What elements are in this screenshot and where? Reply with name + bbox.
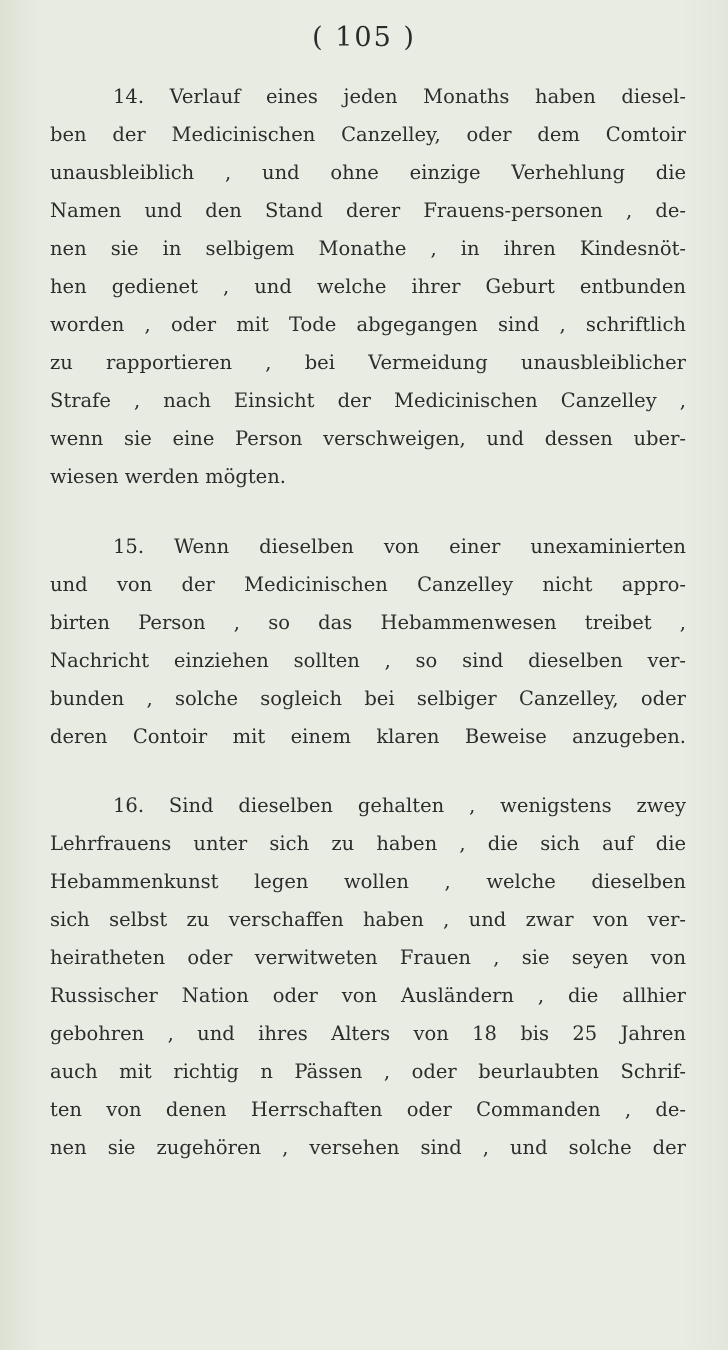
paragraph-16-line: ten von denen Herrschaften oder Commanden , de- (50, 1098, 686, 1121)
paragraph-14-line: hen gedienet , und welche ihrer Geburt entbunden (50, 275, 686, 298)
paragraph-16-line: Hebammenkunst legen wollen , welche dieselben (50, 870, 686, 893)
paragraph-15-line: und von der Medicinischen Canzelley nicht appro- (50, 573, 686, 596)
paragraph-16-line: Lehrfrauens unter sich zu haben , die sich auf die (50, 832, 686, 855)
paragraph-16-line: gebohren , und ihres Alters von 18 bis 25 Jahren (50, 1022, 686, 1045)
paragraph-15-line: deren Contoir mit einem klaren Beweise anzugeben. (50, 725, 686, 748)
paragraph-14-line: ben der Medicinischen Canzelley, oder dem Comtoir (50, 123, 686, 146)
paragraph-14-line: wenn sie eine Person verschweigen, und dessen uber- (50, 427, 686, 450)
paragraph-15-line: Nachricht einziehen sollten , so sind dieselben ver- (50, 649, 686, 672)
paragraph-16-line: auch mit richtig n Pässen , oder beurlaubten Schrif- (50, 1060, 686, 1083)
paragraph-14-line: wiesen werden mögten. (50, 465, 286, 488)
paragraph-16-line: 16. Sind dieselben gehalten , wenigstens zwey (113, 794, 686, 817)
line-text: 14. Verlauf eines jeden Monaths haben diesel- (113, 85, 686, 108)
paragraph-15-line: 15. Wenn dieselben von einer unexaminierten (113, 535, 686, 558)
paragraph-14-line: zu rapportieren , bei Vermeidung unausbleiblicher (50, 351, 686, 374)
paragraph-14-line: Namen und den Stand derer Frauens-personen , de- (50, 199, 686, 222)
paragraph-16-line: Russischer Nation oder von Ausländern , die allhier (50, 984, 686, 1007)
paragraph-16-line: heiratheten oder verwitweten Frauen , sie seyen von (50, 946, 686, 969)
paragraph-14-line: Strafe , nach Einsicht der Medicinischen Canzelley , (50, 389, 686, 412)
paragraph-16-line: sich selbst zu verschaffen haben , und zwar von ver- (50, 908, 686, 931)
paragraph-14-line-1 (113, 78, 686, 116)
page-number: ( 105 ) (312, 22, 416, 53)
paragraph-14-line: unausbleiblich , und ohne einzige Verhehlung die (50, 161, 686, 184)
paragraph-15-line: birten Person , so das Hebammenwesen treibet , (50, 611, 686, 634)
paragraph-15-line: bunden , solche sogleich bei selbiger Canzelley, oder (50, 687, 686, 710)
paragraph-14-line: nen sie in selbigem Monathe , in ihren Kindesnöt- (50, 237, 686, 260)
paragraph-14-line: worden , oder mit Tode abgegangen sind , schriftlich (50, 313, 686, 336)
paragraph-16-line: nen sie zugehören , versehen sind , und solche der (50, 1136, 686, 1159)
